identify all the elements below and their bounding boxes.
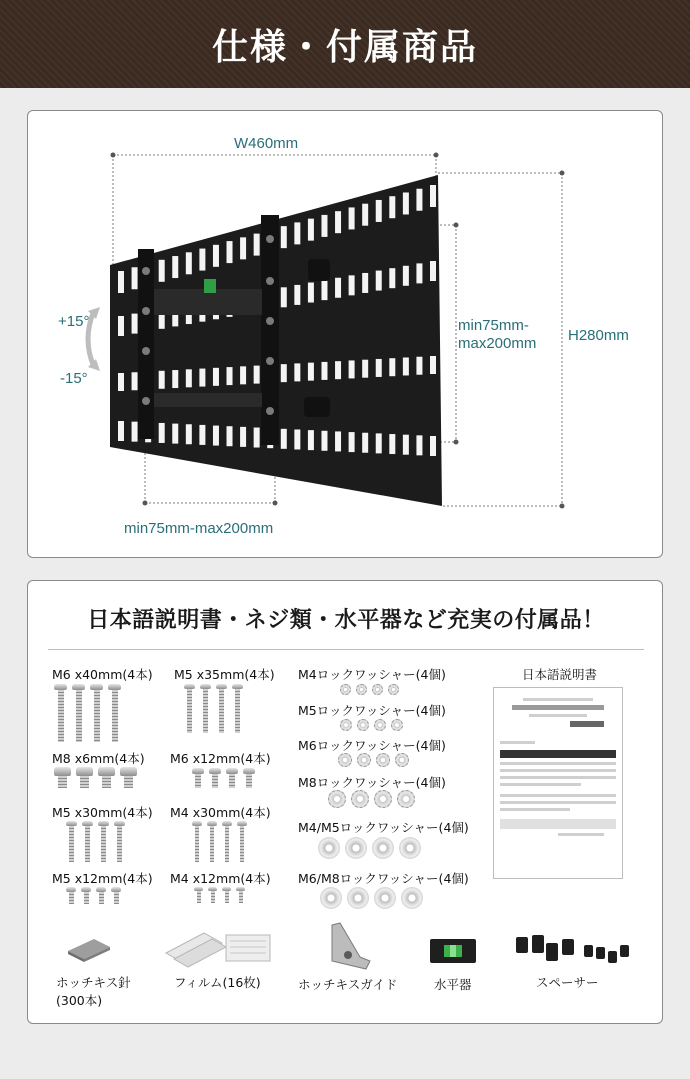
plate-slot <box>172 370 178 388</box>
plate-slot <box>199 369 205 387</box>
plate-slot <box>172 424 178 444</box>
plate-slot <box>118 373 124 391</box>
plate-slot <box>308 283 314 303</box>
screw-m4x30-icon <box>192 821 247 862</box>
plate-slot <box>389 196 395 218</box>
plate-slot <box>227 367 233 385</box>
plate-slot <box>281 364 287 382</box>
washer-m4m5-icon <box>318 837 421 859</box>
washer-label: M4/M5ロックワッシャー(4個) <box>298 820 469 835</box>
plate-slot <box>240 427 246 447</box>
plate-slot <box>362 360 368 378</box>
plate-slot <box>294 285 300 305</box>
plate-slot <box>335 278 341 298</box>
washer-m4-icon <box>340 684 399 695</box>
screw-m6x12-icon <box>192 768 255 788</box>
washer-label: M8ロックワッシャー(4個) <box>298 775 446 790</box>
plate-slot <box>159 260 165 282</box>
tilt-up-label: +15° <box>58 313 90 330</box>
plate-slot <box>159 371 165 389</box>
screw-label: M8 x6mm(4本) <box>52 751 145 766</box>
plate-slot <box>416 357 422 375</box>
plate-slot <box>335 431 341 451</box>
manual-label: 日本語説明書 <box>522 667 598 682</box>
plate-slot <box>294 363 300 381</box>
film-sheets-icon <box>164 929 274 969</box>
washer-label: M6/M8ロックワッシャー(4個) <box>298 871 469 886</box>
plate-slot <box>389 358 395 376</box>
spacers-icon <box>512 931 632 971</box>
plate-slot <box>281 429 287 449</box>
plate-slot <box>132 422 138 442</box>
plate-slot <box>376 200 382 222</box>
screw-label: M6 x40mm(4本) <box>52 667 153 682</box>
bottom-item-label: スペーサー <box>536 975 599 990</box>
plate-slot <box>376 359 382 377</box>
header-banner <box>0 0 690 88</box>
washer-label: M6ロックワッシャー(4個) <box>298 738 446 753</box>
plate-slot <box>416 435 422 455</box>
plate-slot <box>213 426 219 446</box>
bottom-item-sublabel: (300本) <box>56 993 103 1008</box>
plate-slot <box>172 256 178 278</box>
washer-label: M4ロックワッシャー(4個) <box>298 667 446 682</box>
bottom-item-label: フィルム(16枚) <box>174 975 261 990</box>
screw-label: M5 x30mm(4本) <box>52 805 153 820</box>
screw-m5x35-icon <box>184 684 243 733</box>
bottom-item-label: 水平器 <box>434 977 472 992</box>
spirit-level-icon <box>428 937 478 965</box>
page-title: 仕様・付属商品 <box>211 26 478 68</box>
manual-thumbnail <box>493 687 623 879</box>
screw-m4x12-icon <box>194 887 245 903</box>
screw-label: M4 x30mm(4本) <box>170 805 271 820</box>
plate-slot <box>118 271 124 293</box>
bottom-item-label: ホッチキス針 <box>56 975 131 990</box>
plate-slot <box>308 430 314 450</box>
plate-slot <box>321 215 327 237</box>
staple-guide-icon <box>326 921 376 973</box>
plate-slot <box>362 433 368 453</box>
vesa-vertical-label-2: max200mm <box>458 335 537 352</box>
plate-slot <box>294 429 300 449</box>
plate-slot <box>118 421 124 441</box>
vesa-vertical-label-1: min75mm- <box>458 317 529 334</box>
plate-slot <box>294 222 300 244</box>
plate-slot <box>335 211 341 233</box>
plate-slot <box>403 192 409 214</box>
plate-slot <box>308 363 314 381</box>
plate-slot <box>254 366 260 384</box>
plate-slot <box>159 423 165 443</box>
plate-slot <box>132 267 138 289</box>
width-label: W460mm <box>234 135 299 152</box>
tilt-down-label: -15° <box>60 370 88 387</box>
screw-m6x40-icon <box>54 684 121 742</box>
plate-slot <box>199 425 205 445</box>
washer-label: M5ロックワッシャー(4個) <box>298 703 446 718</box>
screw-label: M4 x12mm(4本) <box>170 871 271 886</box>
plate-slot <box>362 273 368 293</box>
plate-slot <box>335 361 341 379</box>
title-divider <box>48 649 644 650</box>
plate-slot <box>281 287 287 307</box>
plate-slot <box>430 261 436 281</box>
plate-slot <box>321 280 327 300</box>
plate-slot <box>254 428 260 448</box>
plate-slot <box>240 366 246 384</box>
plate-slot <box>430 436 436 456</box>
plate-slot <box>362 204 368 226</box>
plate-slot <box>403 266 409 286</box>
plate-slot <box>389 268 395 288</box>
plate-slot <box>416 263 422 283</box>
plate-slot <box>376 433 382 453</box>
plate-slot <box>254 234 260 256</box>
plate-slot <box>349 275 355 295</box>
plate-slot <box>132 314 138 334</box>
plate-slot <box>403 357 409 375</box>
plate-slot <box>430 356 436 374</box>
accessories-card <box>27 580 663 1024</box>
washer-m6m8-icon <box>320 887 423 909</box>
washer-m5-icon <box>340 719 403 731</box>
plate-slot <box>227 241 233 263</box>
accessories-title: 日本語説明書・ネジ類・水平器など充実の付属品！ <box>87 608 605 633</box>
plate-slot <box>349 207 355 229</box>
plate-slot <box>349 360 355 378</box>
plate-slot <box>186 252 192 274</box>
washer-m6-icon <box>338 753 409 767</box>
mount-diagram <box>28 111 664 559</box>
plate-slot <box>403 435 409 455</box>
plate-slot <box>213 245 219 267</box>
screw-m5x30-icon <box>66 821 125 862</box>
screw-m8x6-icon <box>54 767 137 788</box>
height-label: H280mm <box>568 327 629 344</box>
plate-slot <box>240 237 246 259</box>
plate-slot <box>213 368 219 386</box>
plate-slot <box>321 362 327 380</box>
vesa-horizontal-label: min75mm-max200mm <box>124 520 274 537</box>
plate-slot <box>416 189 422 211</box>
plate-slot <box>308 219 314 241</box>
plate-slot <box>132 372 138 390</box>
plate-slot <box>186 424 192 444</box>
bubble-level <box>204 279 216 293</box>
plate-slot <box>199 249 205 271</box>
screw-label: M5 x35mm(4本) <box>174 667 275 682</box>
plate-slot <box>186 369 192 387</box>
screw-label: M5 x12mm(4本) <box>52 871 153 886</box>
spec-card <box>27 110 663 558</box>
bottom-item-label: ホッチキスガイド <box>298 977 398 992</box>
screw-m5x12-icon <box>66 887 121 904</box>
plate-slot <box>376 271 382 291</box>
plate-slot <box>430 185 436 207</box>
plate-slot <box>227 426 233 446</box>
screw-label: M6 x12mm(4本) <box>170 751 271 766</box>
washer-m8-icon <box>328 790 415 808</box>
plate-slot <box>389 434 395 454</box>
left-tilt-arm <box>138 249 154 439</box>
staple-pack-icon <box>64 933 114 963</box>
plate-slot <box>321 431 327 451</box>
plate-slot <box>118 316 124 336</box>
plate-slot <box>281 226 287 248</box>
plate-slot <box>349 432 355 452</box>
